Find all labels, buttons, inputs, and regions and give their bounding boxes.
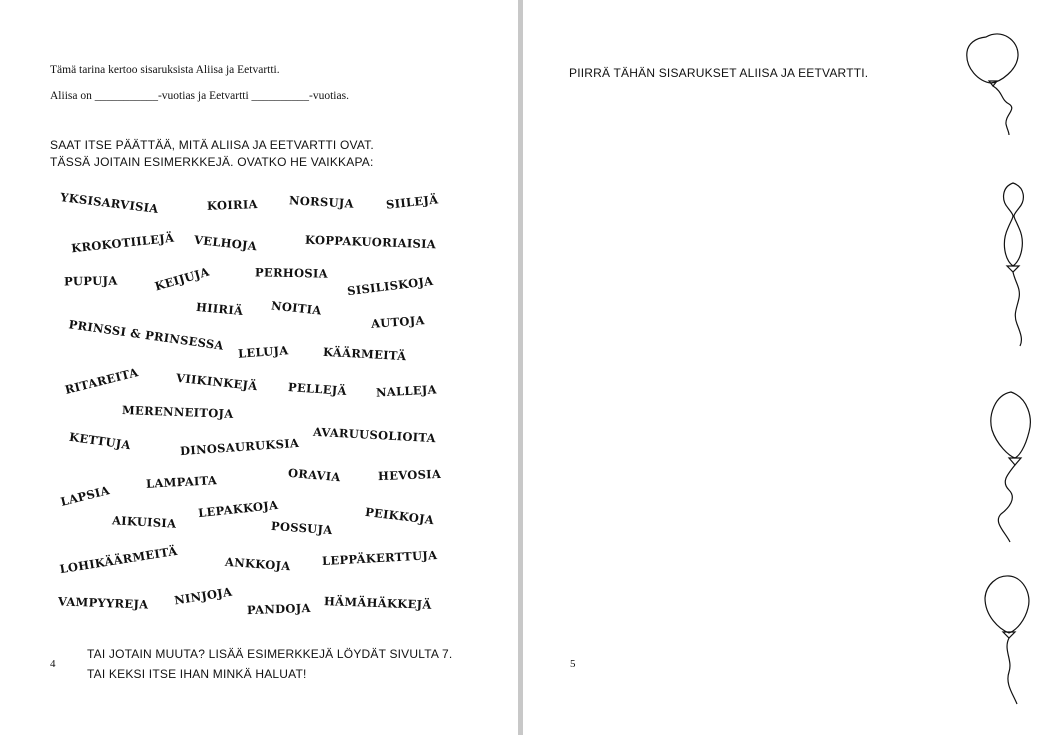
balloon-icon [991,392,1030,542]
example-word: POSSUJA [270,518,333,538]
page-number: 4 [50,658,56,670]
prompt-line-2: TÄSSÄ JOITAIN ESIMERKKEJÄ. OVATKO HE VAIKKAPA: [50,155,374,169]
balloon-icon [985,576,1029,704]
balloon-icon [967,34,1018,135]
example-word: AVARUUSOLIOITA [312,424,437,446]
example-word: ORAVIA [287,465,342,485]
example-word: LEPAKKOJA [197,497,279,521]
example-word: LAPSIA [59,483,112,509]
intro-line-1: Tämä tarina kertoo sisaruksista Aliisa ja Eetvartti. [50,64,280,76]
right-page [523,0,1041,735]
example-word: PRINSSI & PRINSESSA [67,317,225,353]
example-word: NORSUJA [288,193,355,211]
intro-line-2: Aliisa on ___________-vuotias ja Eetvartti __________-vuotias. [50,90,349,102]
drawing-instruction: PIIRRÄ TÄHÄN SISARUKSET ALIISA JA EETVARTTI. [569,66,869,80]
example-word: PEIKKOJA [364,504,435,528]
example-word: PANDOJA [246,600,311,618]
example-word: YKSISARVISIA [59,190,160,216]
example-word: LELUJA [237,343,289,361]
example-word: KEIJUJA [153,264,211,294]
example-word: KÄÄRMEITÄ [322,344,407,364]
example-word: VAMPYYREJA [57,594,149,612]
left-page [0,0,518,735]
example-word: PELLEJÄ [287,379,348,399]
example-word: LAMPAITA [145,473,218,491]
example-word: ANKKOJA [224,554,292,574]
example-word: DINOSAURUKSIA [179,435,300,459]
example-word: KROKOTIILEJÄ [70,230,175,256]
example-word: KOIRIA [206,197,258,213]
example-word: SISILISKOJA [346,273,435,299]
example-word: LEPPÄKERTTUJA [321,547,438,569]
example-word: NALLEJA [375,382,438,400]
example-word: MERENNEITOJA [121,403,234,421]
page-number: 5 [570,658,576,670]
example-word: HIIRIÄ [195,299,244,319]
example-word: NOITIA [270,298,323,318]
balloon-decorations [523,0,1041,735]
example-word: PUPUJA [63,273,118,289]
example-word: KETTUJA [68,429,132,453]
example-word: HEVOSIA [377,466,442,484]
double-balloon-icon [1004,183,1024,346]
footer-line-1: TAI JOTAIN MUUTA? LISÄÄ ESIMERKKEJÄ LÖYDÄT SIVULTA 7. [87,647,453,661]
example-word: AIKUISIA [111,513,177,531]
example-word: LOHIKÄÄRMEITÄ [58,543,179,577]
example-word: VELHOJA [193,232,258,254]
example-word: KOPPAKUORIAISIA [304,232,437,252]
example-word: HÄMÄHÄKKEJÄ [323,594,432,612]
example-word: RITAREITA [63,365,140,397]
example-word: VIIKINKEJÄ [175,370,259,394]
example-word: AUTOJA [370,313,426,331]
example-word: PERHOSIA [254,265,328,281]
example-word: SIILEJÄ [385,192,439,212]
example-word: NINJOJA [173,584,234,608]
prompt-line-1: SAAT ITSE PÄÄTTÄÄ, MITÄ ALIISA JA EETVARTTI OVAT. [50,138,374,152]
footer-line-2: TAI KEKSI ITSE IHAN MINKÄ HALUAT! [87,667,307,681]
